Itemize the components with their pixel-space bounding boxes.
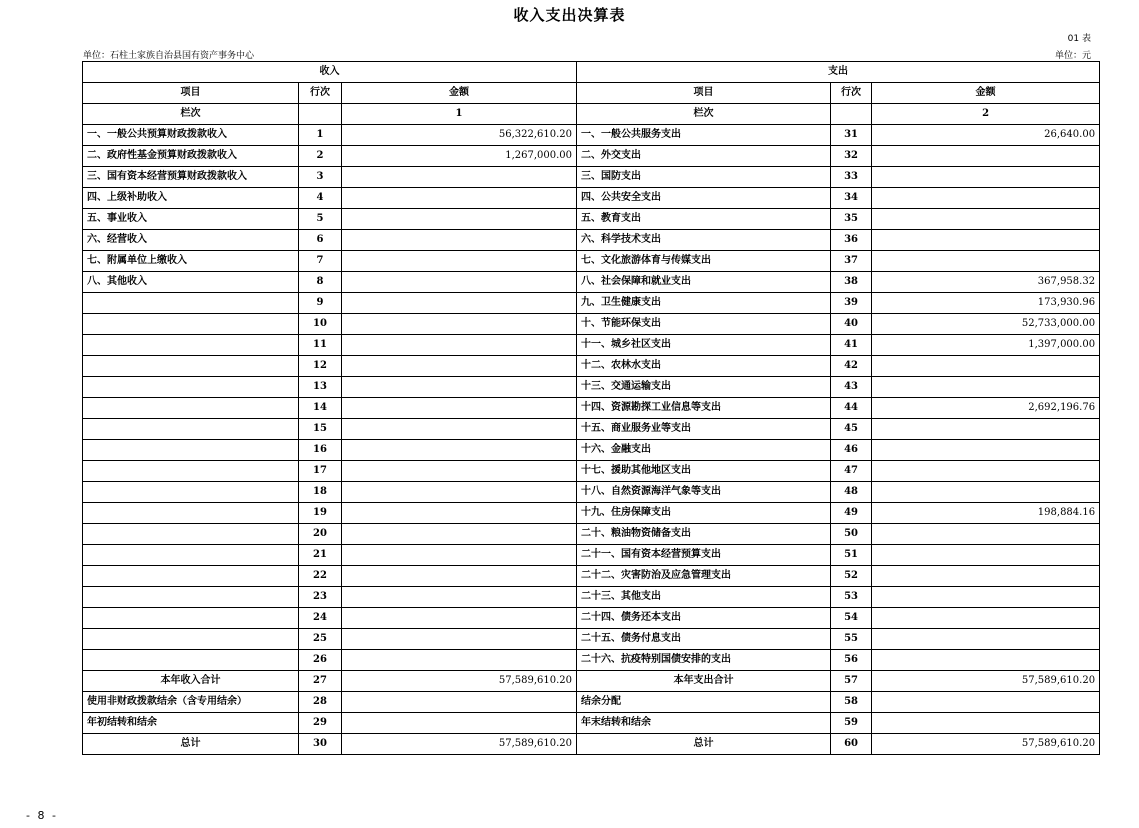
table-row [83,503,1100,524]
expense-row-no: 31 [831,125,872,146]
expense-balance-no: 58 [831,692,872,713]
expense-item: 二十六、抗疫特别国债安排的支出 [577,650,831,671]
income-item: 四、上级补助收入 [83,188,299,209]
income-item [83,398,299,419]
income-row-no: 25 [299,629,342,650]
income-column-blank [299,104,342,125]
table-row [83,629,1100,650]
income-item [83,608,299,629]
expense-item: 十、节能环保支出 [577,314,831,335]
expense-row-no: 55 [831,629,872,650]
expense-item: 十四、资源勘探工业信息等支出 [577,398,831,419]
expense-amount [872,482,1100,503]
expense-year-total-amount: 57,589,610.20 [872,671,1100,692]
income-amount [342,272,577,293]
income-row-no: 13 [299,377,342,398]
table-row [83,650,1100,671]
table-row [83,545,1100,566]
income-row-no: 10 [299,314,342,335]
income-item [83,545,299,566]
expense-row-no: 41 [831,335,872,356]
expense-amount: 1,397,000.00 [872,335,1100,356]
expense-row-no: 42 [831,356,872,377]
income-item: 六、经营收入 [83,230,299,251]
expense-amount [872,608,1100,629]
form-number: 01 表 [1067,34,1091,44]
income-amount-header: 金额 [342,83,577,104]
income-amount [342,398,577,419]
expense-amount [872,461,1100,482]
expense-row-no: 34 [831,188,872,209]
expense-item: 十五、商业服务业等支出 [577,419,831,440]
income-item [83,461,299,482]
income-item: 一、一般公共预算财政拨款收入 [83,125,299,146]
expense-amount: 367,958.32 [872,272,1100,293]
expense-amount: 26,640.00 [872,125,1100,146]
income-column-label: 栏次 [83,104,299,125]
income-row-no: 8 [299,272,342,293]
income-row-no: 19 [299,503,342,524]
table-row [83,125,1100,146]
expense-grand-total-no: 60 [831,734,872,755]
income-item-header: 项目 [83,83,299,104]
income-amount [342,545,577,566]
income-amount [342,314,577,335]
income-amount [342,650,577,671]
expense-row-no: 33 [831,167,872,188]
income-item [83,482,299,503]
expense-row-no: 37 [831,251,872,272]
income-row-no: 15 [299,419,342,440]
expense-amount: 198,884.16 [872,503,1100,524]
income-item [83,503,299,524]
table-row [83,188,1100,209]
table-row [83,482,1100,503]
table-row [83,524,1100,545]
expense-row-no: 54 [831,608,872,629]
income-amount: 56,322,610.20 [342,125,577,146]
income-item [83,629,299,650]
currency-unit: 单位：元 [1054,51,1091,61]
expense-amount [872,377,1100,398]
income-item [83,566,299,587]
expense-item: 二十三、其他支出 [577,587,831,608]
expense-amount [872,545,1100,566]
income-amount [342,230,577,251]
expense-item: 五、教育支出 [577,209,831,230]
balance-row [83,713,1100,734]
income-amount [342,251,577,272]
income-grand-total-amount: 57,589,610.20 [342,734,577,755]
income-amount [342,293,577,314]
expense-amount: 173,930.96 [872,293,1100,314]
expense-item: 十九、住房保障支出 [577,503,831,524]
income-amount [342,335,577,356]
expense-amount [872,629,1100,650]
income-row-no: 18 [299,482,342,503]
income-row-no-header: 行次 [299,83,342,104]
income-item [83,314,299,335]
expense-item-header: 项目 [577,83,831,104]
income-row-no: 11 [299,335,342,356]
expense-column-blank [831,104,872,125]
column-header-row [83,83,1100,104]
table-row [83,461,1100,482]
expense-row-no: 45 [831,419,872,440]
expense-row-no: 32 [831,146,872,167]
expense-item: 四、公共安全支出 [577,188,831,209]
expense-row-no: 50 [831,524,872,545]
expense-amount [872,188,1100,209]
expense-row-no: 56 [831,650,872,671]
table-row [83,608,1100,629]
table-row [83,566,1100,587]
income-row-no: 20 [299,524,342,545]
income-row-no: 3 [299,167,342,188]
expense-row-no: 38 [831,272,872,293]
income-amount [342,440,577,461]
expense-amount: 52,733,000.00 [872,314,1100,335]
expense-column-label: 栏次 [577,104,831,125]
income-balance-no: 28 [299,692,342,713]
income-balance-amount [342,692,577,713]
income-amount [342,419,577,440]
table-row [83,377,1100,398]
expense-amount [872,440,1100,461]
expense-item: 十二、农林水支出 [577,356,831,377]
income-grand-total-label: 总计 [83,734,299,755]
income-row-no: 21 [299,545,342,566]
expense-grand-total-label: 总计 [577,734,831,755]
income-item [83,524,299,545]
expense-row-no: 35 [831,209,872,230]
expense-amount [872,650,1100,671]
income-amount [342,356,577,377]
year-total-row [83,671,1100,692]
income-amount [342,209,577,230]
expense-item: 三、国防支出 [577,167,831,188]
income-row-no: 22 [299,566,342,587]
expense-amount [872,587,1100,608]
expense-item: 二十四、债务还本支出 [577,608,831,629]
income-item: 三、国有资本经营预算财政拨款收入 [83,167,299,188]
income-item [83,335,299,356]
income-row-no: 5 [299,209,342,230]
expense-item: 八、社会保障和就业支出 [577,272,831,293]
expense-amount [872,356,1100,377]
column-number-row [83,104,1100,125]
income-item [83,419,299,440]
income-year-total-amount: 57,589,610.20 [342,671,577,692]
income-row-no: 24 [299,608,342,629]
expense-column-number: 2 [872,104,1100,125]
expense-row-no: 49 [831,503,872,524]
expense-balance-amount [872,713,1100,734]
income-item [83,356,299,377]
expense-item: 十八、自然资源海洋气象等支出 [577,482,831,503]
expense-item: 十三、交通运输支出 [577,377,831,398]
income-balance-amount [342,713,577,734]
income-item: 七、附属单位上缴收入 [83,251,299,272]
income-year-total-no: 27 [299,671,342,692]
table-row [83,440,1100,461]
table-row [83,251,1100,272]
income-row-no: 14 [299,398,342,419]
income-amount [342,482,577,503]
expense-row-no: 47 [831,461,872,482]
income-row-no: 23 [299,587,342,608]
balance-row [83,692,1100,713]
table-row [83,272,1100,293]
expense-row-no: 48 [831,482,872,503]
expense-item: 十七、援助其他地区支出 [577,461,831,482]
income-amount [342,524,577,545]
expense-row-no: 44 [831,398,872,419]
expense-amount [872,167,1100,188]
expense-amount-header: 金额 [872,83,1100,104]
income-amount [342,608,577,629]
table-row [83,419,1100,440]
income-row-no: 6 [299,230,342,251]
income-item [83,293,299,314]
income-balance-item: 年初结转和结余 [83,713,299,734]
expense-item: 二十五、债务付息支出 [577,629,831,650]
expense-item: 七、文化旅游体育与传媒支出 [577,251,831,272]
expense-amount [872,209,1100,230]
table-row [83,335,1100,356]
income-balance-item: 使用非财政拨款结余（含专用结余） [83,692,299,713]
income-item [83,377,299,398]
expense-year-total-no: 57 [831,671,872,692]
income-item [83,650,299,671]
table-row [83,398,1100,419]
income-item [83,587,299,608]
page-number: - 8 - [26,809,58,822]
income-amount [342,167,577,188]
income-row-no: 2 [299,146,342,167]
grand-total-row [83,734,1100,755]
section-header-row [83,62,1100,83]
income-amount [342,629,577,650]
expense-row-no: 36 [831,230,872,251]
income-amount [342,188,577,209]
reporting-unit: 单位：石柱土家族自治县国有资产事务中心 [83,51,255,61]
expense-grand-total-amount: 57,589,610.20 [872,734,1100,755]
income-column-number: 1 [342,104,577,125]
expense-item: 二、外交支出 [577,146,831,167]
expense-balance-item: 年末结转和结余 [577,713,831,734]
expense-row-no: 53 [831,587,872,608]
expense-row-no: 39 [831,293,872,314]
income-amount [342,566,577,587]
income-row-no: 7 [299,251,342,272]
table-body [83,125,1100,671]
income-item: 二、政府性基金预算财政拨款收入 [83,146,299,167]
expense-row-no: 52 [831,566,872,587]
expense-row-no: 51 [831,545,872,566]
expense-item: 二十二、灾害防治及应急管理支出 [577,566,831,587]
expense-item: 十六、金融支出 [577,440,831,461]
table-row [83,230,1100,251]
table-row [83,209,1100,230]
income-section-header: 收入 [83,62,577,83]
page-title: 收入支出决算表 [513,6,626,24]
expense-balance-amount [872,692,1100,713]
income-balance-no: 29 [299,713,342,734]
table-row [83,356,1100,377]
income-amount [342,587,577,608]
expense-item: 九、卫生健康支出 [577,293,831,314]
expense-item: 一、一般公共服务支出 [577,125,831,146]
expense-row-no-header: 行次 [831,83,872,104]
expense-amount [872,419,1100,440]
expense-amount [872,566,1100,587]
expense-year-total-label: 本年支出合计 [577,671,831,692]
income-amount [342,377,577,398]
expense-amount [872,251,1100,272]
income-amount: 1,267,000.00 [342,146,577,167]
expense-amount [872,230,1100,251]
expense-item: 六、科学技术支出 [577,230,831,251]
expense-amount [872,146,1100,167]
income-row-no: 16 [299,440,342,461]
expense-amount: 2,692,196.76 [872,398,1100,419]
table-row [83,293,1100,314]
table-footer [83,671,1100,755]
income-amount [342,503,577,524]
income-amount [342,461,577,482]
income-row-no: 17 [299,461,342,482]
table-row [83,146,1100,167]
expense-row-no: 43 [831,377,872,398]
income-row-no: 9 [299,293,342,314]
expense-section-header: 支出 [577,62,1100,83]
expense-balance-item: 结余分配 [577,692,831,713]
income-row-no: 26 [299,650,342,671]
table-row [83,167,1100,188]
table-row [83,587,1100,608]
income-year-total-label: 本年收入合计 [83,671,299,692]
expense-row-no: 46 [831,440,872,461]
expense-item: 二十、粮油物资储备支出 [577,524,831,545]
expense-balance-no: 59 [831,713,872,734]
income-grand-total-no: 30 [299,734,342,755]
expense-item: 十一、城乡社区支出 [577,335,831,356]
income-row-no: 1 [299,125,342,146]
income-row-no: 12 [299,356,342,377]
income-expense-table [82,61,1100,755]
income-item: 八、其他收入 [83,272,299,293]
income-item [83,440,299,461]
table-row [83,314,1100,335]
expense-item: 二十一、国有资本经营预算支出 [577,545,831,566]
income-item: 五、事业收入 [83,209,299,230]
expense-amount [872,524,1100,545]
income-row-no: 4 [299,188,342,209]
expense-row-no: 40 [831,314,872,335]
